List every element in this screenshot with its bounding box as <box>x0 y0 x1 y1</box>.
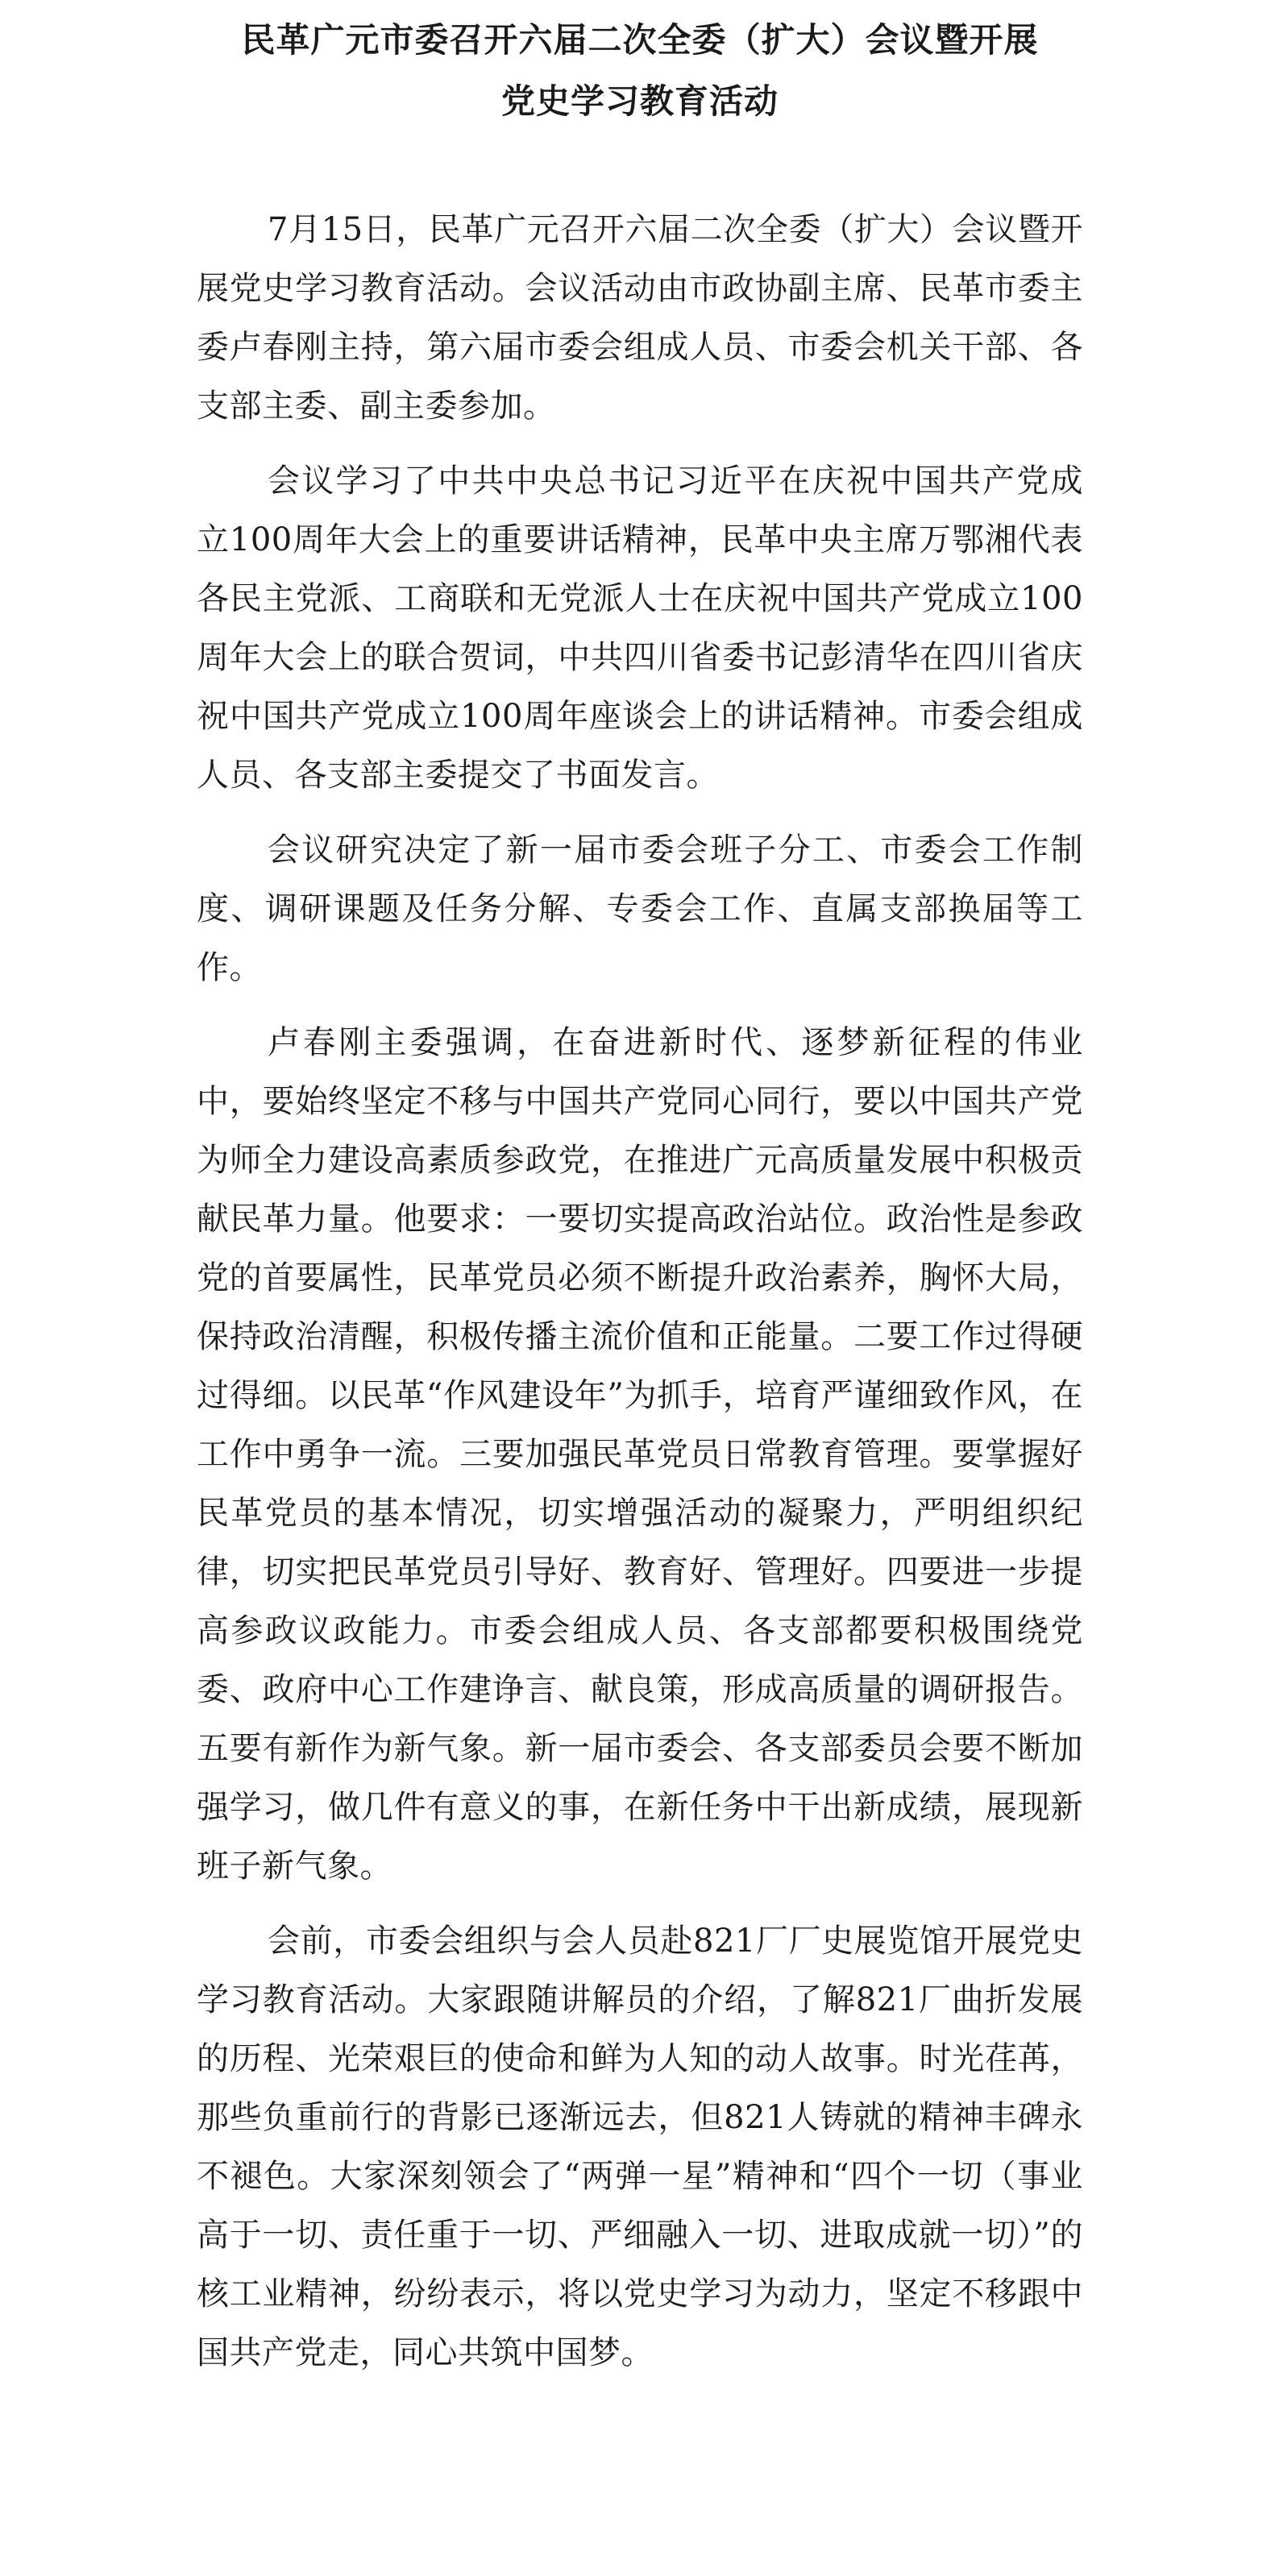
article-body <box>197 201 1083 2383</box>
paragraph-factory-visit: 会前，市委会组织与会人员赴821厂厂史展览馆开展党史学习教育活动。大家跟随讲解员的介绍，了解821厂曲折发展的历程、光荣艰巨的使命和鲜为人知的动人故事。时光荏苒，那些负重前行的背影已逐渐远去，但821人铸就的精神丰碑永不褪色。大家深刻领会了“两弹一星”精神和“四个一切（事业高于一切、责任重于一切、严细融入一切、进取成就一切）”的核工业精神，纷纷表示，将以党史学习为动力，坚定不移跟中国共产党走，同心共筑中国梦。 <box>197 1923 1083 2371</box>
article-title <box>197 0 1083 132</box>
paragraph-study-content: 会议学习了中共中央总书记习近平在庆祝中国共产党成立100周年大会上的重要讲话精神，民革中央主席万鄂湘代表各民主党派、工商联和无党派人士在庆祝中国共产党成立100周年大会上的联合贺词，中共四川省委书记彭清华在四川省庆祝中国共产党成立100周年座谈会上的讲话精神。市委会组成人员、各支部主委提交了书面发言。 <box>197 463 1083 794</box>
paragraph-chairman-remarks: 卢春刚主委强调，在奋进新时代、逐梦新征程的伟业中，要始终坚定不移与中国共产党同心同行，要以中国共产党为师全力建设高素质参政党，在推进广元高质量发展中积极贡献民革力量。他要求：一要切实提高政治站位。政治性是参政党的首要属性，民革党员必须不断提升政治素养，胸怀大局，保持政治清醒，积极传播主流价值和正能量。二要工作过得硬过得细。以民革“作风建设年”为抓手，培育严谨细致作风，在工作中勇争一流。三要加强民革党员日常教育管理。要掌握好民革党员的基本情况，切实增强活动的凝聚力，严明组织纪律，切实把民革党员引导好、教育好、管理好。四要进一步提高参政议政能力。市委会组成人员、各支部都要积极围绕党委、政府中心工作建诤言、献良策，形成高质量的调研报告。五要有新作为新气象。新一届市委会、各支部委员会要不断加强学习，做几件有意义的事，在新任务中干出新成绩，展现新班子新气象。 <box>197 1024 1083 1885</box>
paragraph-decisions: 会议研究决定了新一届市委会班子分工、市委会工作制度、调研课题及任务分解、专委会工作、直属支部换届等工作。 <box>197 832 1083 986</box>
article <box>197 0 1083 2399</box>
title-line-1: 民革广元市委召开六届二次全委（扩大）会议暨开展 <box>241 20 1039 60</box>
paragraph-meeting-intro: 7月15日，民革广元召开六届二次全委（扩大）会议暨开展党史学习教育活动。会议活动由市政协副主席、民革市委主委卢春刚主持，第六届市委会组成人员、市委会机关干部、各支部主委、副主委参加。 <box>197 211 1083 425</box>
title-line-2: 党史学习教育活动 <box>500 81 779 121</box>
